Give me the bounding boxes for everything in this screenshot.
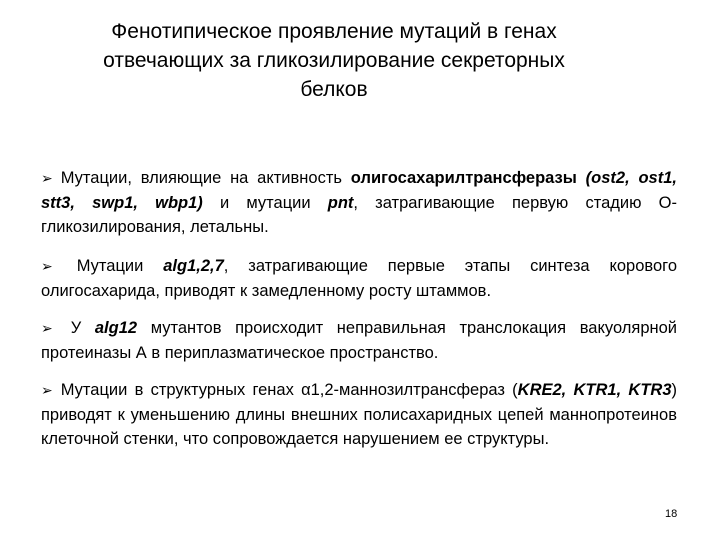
bullet-text xyxy=(577,169,586,187)
bullet-text: Мутации, влияющие на активность xyxy=(60,169,351,187)
bullet-gene-names: KRE2, KTR1, xyxy=(517,381,622,399)
bullet-text: ) приводят к уменьшению длины внешних полисахаридных цепей маннопротеинов клеточной стенки, что сопровождается нарушением ее структуры. xyxy=(41,381,677,448)
bullet-item-4 xyxy=(41,378,677,451)
bullet-gene-name: KTR3 xyxy=(628,381,672,399)
arrow-bullet-icon: ➢ xyxy=(41,171,53,187)
bullet-gene-name: pnt xyxy=(327,194,354,212)
title-line-2: отвечающих за гликозилирование секреторных xyxy=(103,49,565,72)
title-line-3: белков xyxy=(300,78,368,101)
arrow-bullet-icon: ➢ xyxy=(41,321,53,337)
bullet-gene-names: (ost2, ost1, stt3, swp1, wbp1) xyxy=(41,169,677,212)
bullet-bold-term: олигосахарилтрансферазы xyxy=(350,169,577,187)
bullet-text: Мутации в структурных генах xyxy=(60,381,302,399)
bullet-text: мутантов происходит неправильная транслокация вакуолярной протеиназы А в периплазматическое пространство. xyxy=(41,319,677,362)
bullet-item-3 xyxy=(41,316,677,365)
bullet-text: Мутации xyxy=(76,257,164,275)
arrow-bullet-icon: ➢ xyxy=(41,383,53,399)
bullet-item-1 xyxy=(41,166,677,239)
page-number: 18 xyxy=(665,508,678,520)
bullet-gene-name: alg12 xyxy=(94,319,138,337)
bullet-text: и мутации xyxy=(202,194,328,212)
bullet-text: 1,2-маннозилтрансфераз ( xyxy=(310,381,518,399)
alpha-symbol: α xyxy=(301,381,311,399)
slide-title xyxy=(24,17,644,104)
bullet-gene-names: alg1,2,7 xyxy=(163,257,224,275)
bullet-text: У xyxy=(70,319,95,337)
bullet-text: , затрагивающие первую стадию О-гликозилирования, летальны. xyxy=(41,194,677,236)
bullet-item-2 xyxy=(41,254,677,303)
title-line-1: Фенотипическое проявление мутаций в генах xyxy=(111,20,557,43)
bullet-text: , затрагивающие первые этапы синтеза корового олигосахарида, приводят к замедленному росту штаммов. xyxy=(41,257,677,300)
arrow-bullet-icon: ➢ xyxy=(41,259,53,275)
